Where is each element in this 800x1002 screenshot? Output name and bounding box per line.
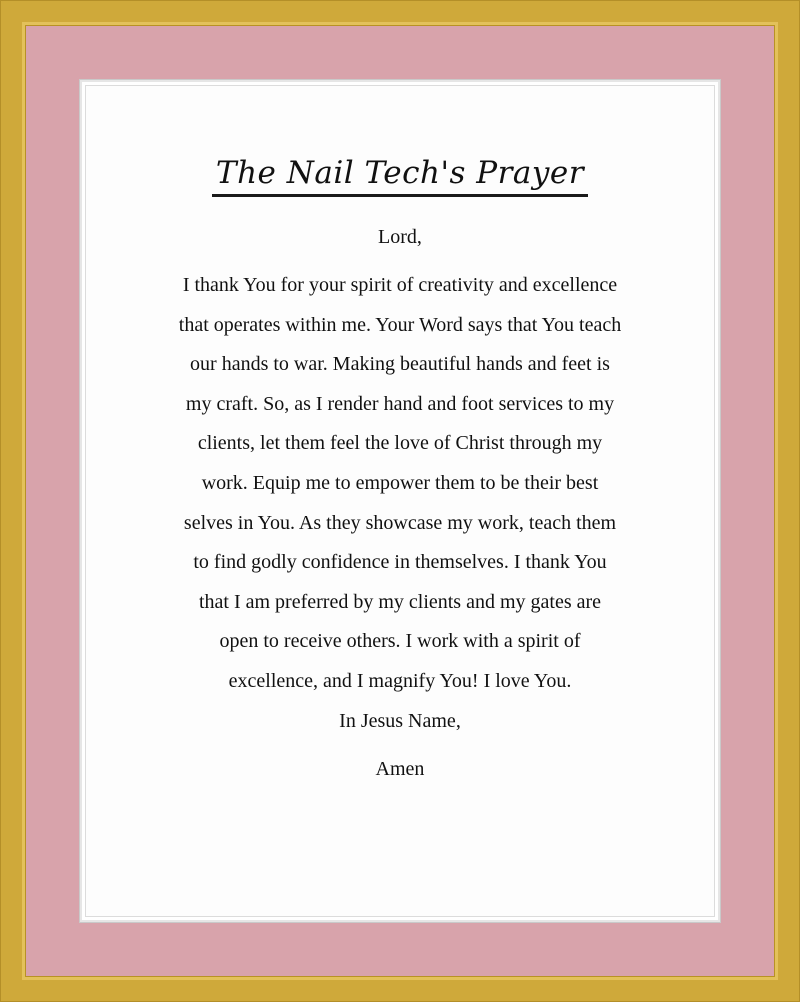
prayer-line: our hands to war. Making beautiful hands and feet is xyxy=(190,353,610,376)
prayer-line: selves in You. As they showcase my work, teach them xyxy=(183,511,617,534)
prayer-line: that operates within me. Your Word says that You teach xyxy=(178,313,622,336)
prayer-paper xyxy=(80,80,720,922)
signoff: Amen xyxy=(375,757,425,780)
prayer-line: my craft. So, as I render hand and foot services to my xyxy=(185,392,615,415)
prayer-body xyxy=(122,222,678,784)
prayer-line: I thank You for your spirit of creativity and excellence xyxy=(182,274,618,296)
prayer-line: work. Equip me to empower them to be their best xyxy=(201,471,599,494)
prayer-line: open to receive others. I work with a spirit of xyxy=(219,630,581,653)
prayer-line: that I am preferred by my clients and my gates are xyxy=(198,590,602,613)
closing: In Jesus Name, xyxy=(339,709,461,732)
prayer-paragraph xyxy=(122,266,678,702)
salutation: Lord, xyxy=(378,226,422,248)
prayer-title: The Nail Tech's Prayer xyxy=(212,154,588,197)
prayer-line: excellence, and I magnify You! I love You. xyxy=(228,669,572,692)
prayer-line: clients, let them feel the love of Christ through my xyxy=(197,432,603,455)
prayer-line: to find godly confidence in themselves. I thank You xyxy=(193,551,607,574)
title-container xyxy=(82,154,718,197)
